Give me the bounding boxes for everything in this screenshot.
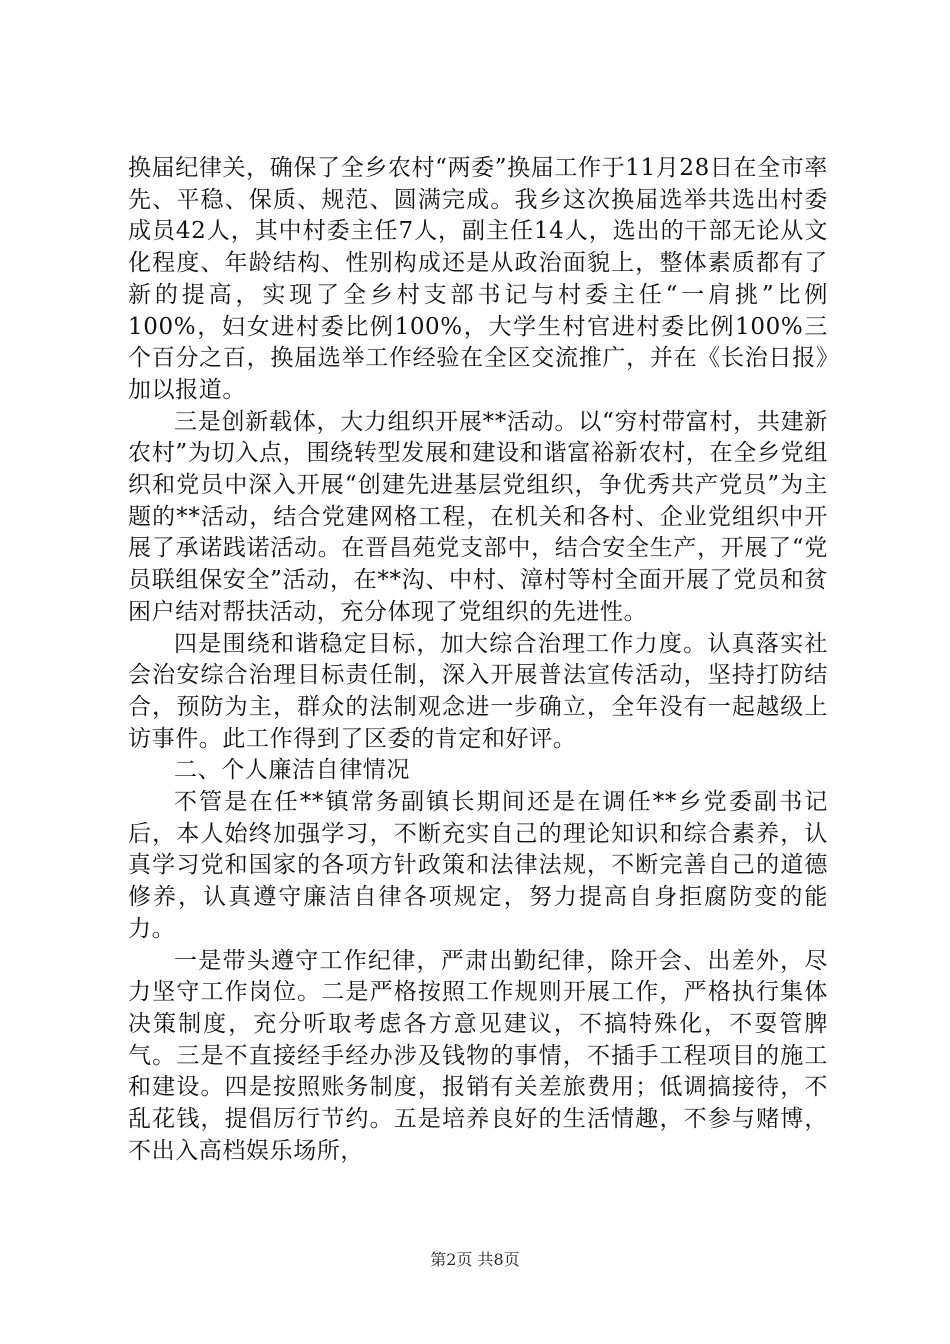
paragraph-self-discipline-intro: 不管是在任**镇常务副镇长期间还是在调任**乡党委副书记后，本人始终加强学习，不断充实自己的理论知识和综合素养，认真学习党和国家的各项方针政策和法律法规，不断完善自己的道德修养，认真遵守廉洁自律各项规定，努力提高自身拒腐防变的能力。	[128, 789, 828, 942]
page-number-footer: 第2页 共8页	[430, 1250, 520, 1269]
paragraph-point-four: 四是围绕和谐稳定目标，加大综合治理工作力度。认真落实社会治安综合治理目标责任制，深入开展普法宣传活动，坚持打防结合，预防为主，群众的法制观念进一步确立，全年没有一起越级上访事件。此工作得到了区委的肯定和好评。	[128, 630, 828, 752]
paragraph-point-three: 三是创新载体，大力组织开展**活动。以“穷村带富村，共建新农村”为切入点，围绕转型发展和建设和谐富裕新农村，在全乡党组织和党员中深入开展“创建先进基层党组织，争优秀共产党员”为主题的**活动，结合党建网格工程，在机关和各村、企业党组织中开展了承诺践诺活动。在晋昌苑党支部中，结合安全生产，开展了“党员联组保安全”活动，在**沟、中村、漳村等村全面开展了党员和贫困户结对帮扶活动，充分体现了党组织的先进性。	[128, 408, 828, 625]
paragraph-election-continuation: 换届纪律关，确保了全乡农村“两委”换届工作于11月28日在全市率先、平稳、保质、规范、圆满完成。我乡这次换届选举共选出村委成员42人，其中村委主任7人，副主任14人，选出的干部无论从文化程度、年龄结构、性别构成还是从政治面貌上，整体素质都有了新的提高，实现了全乡村支部书记与村委主任“一肩挑”比例100%，妇女进村委比例100%，大学生村官进村委比例100%三个百分之百，换届选举工作经验在全区交流推广，并在《长治日报》加以报道。	[128, 155, 828, 403]
paragraph-discipline-points: 一是带头遵守工作纪律，严肃出勤纪律，除开会、出差外，尽力坚守工作岗位。二是严格按照工作规则开展工作，严格执行集体决策制度，充分听取考虑各方意见建议，不搞特殊化，不耍管脾气。三是不直接经手经办涉及钱物的事情，不插手工程项目的施工和建设。四是按照账务制度，报销有关差旅费用；低调搞接待，不乱花钱，提倡厉行节约。五是培养良好的生活情趣，不参与赌博，不出入高档娱乐场所，	[128, 947, 828, 1164]
section-heading-self-discipline: 二、个人廉洁自律情况	[174, 757, 410, 784]
document-body	[128, 153, 828, 1168]
